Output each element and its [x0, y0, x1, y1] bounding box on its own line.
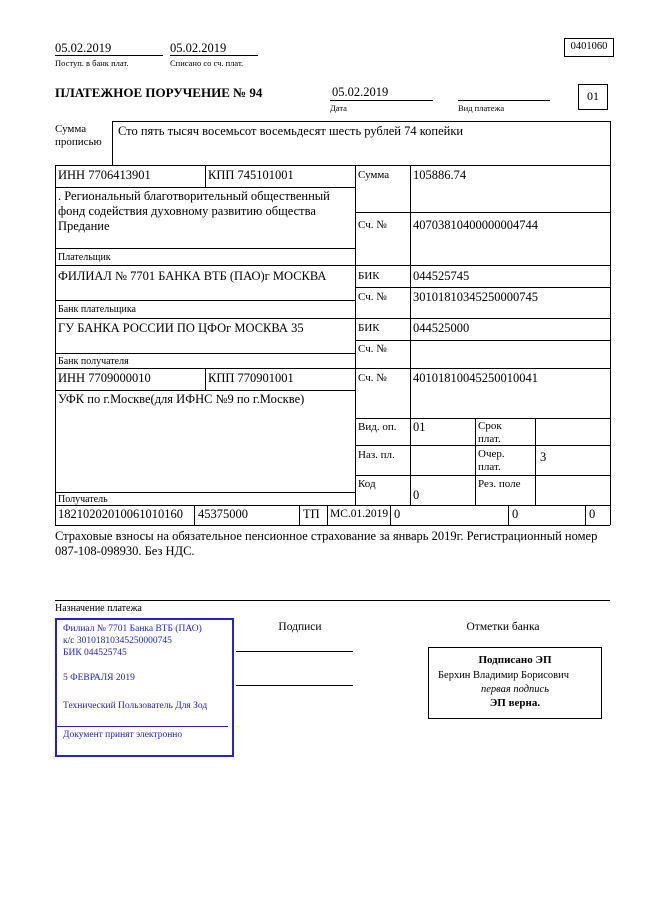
- form-code: 0401060: [570, 41, 608, 52]
- border-line: [327, 505, 328, 525]
- payer-inn: ИНН 7706413901: [58, 168, 151, 182]
- payee-name: УФК по г.Москве(для ИФНС №9 по г.Москве): [58, 392, 305, 406]
- payer-account: 40703810400000004744: [413, 218, 538, 232]
- border-line: [299, 505, 300, 525]
- bank-marks-header: Отметки банка: [466, 621, 540, 633]
- signature-note: первая подпись: [480, 684, 549, 695]
- border-line: [355, 340, 610, 341]
- border-line: [55, 187, 355, 188]
- border-line: [205, 368, 206, 390]
- stamp-status: Документ принят электронно: [63, 730, 183, 740]
- border-line: [112, 121, 113, 165]
- payee-account-label: Сч. №: [358, 372, 387, 384]
- border-line: [55, 165, 56, 525]
- code-value: 0: [413, 488, 420, 502]
- payer-account-label: Сч. №: [358, 219, 387, 231]
- payee-inn: ИНН 7709000010: [58, 371, 151, 385]
- border-line: [475, 418, 476, 505]
- border-line: [55, 505, 610, 506]
- payer-bank-account: 30101810345250000745: [413, 290, 538, 304]
- border-line: [55, 165, 610, 166]
- tax-oktmo: 45375000: [198, 507, 248, 521]
- payee-bank-name: ГУ БАНКА РОССИИ ПО ЦФОг МОСКВА 35: [58, 321, 304, 335]
- stamp-separator: [57, 726, 228, 727]
- code-label: Код: [358, 478, 376, 490]
- tax-doc-number: 0: [394, 507, 401, 521]
- status-code: 01: [587, 89, 599, 103]
- debited-label: Списано со сч. плат.: [170, 58, 244, 68]
- amount-words-value: Сто пять тысяч восемьсот восемьдесят шесть рублей 74 копейки: [118, 124, 464, 138]
- payment-kind-label: Вид платежа: [458, 103, 505, 113]
- border-line: [610, 121, 611, 525]
- border-line: [55, 265, 610, 266]
- payee-bank-bik: 044525000: [413, 321, 470, 335]
- border-line: [55, 248, 355, 249]
- form-code-box: [564, 38, 614, 57]
- border-line: [55, 492, 355, 493]
- signatures-header: Подписи: [278, 621, 322, 633]
- border-line: [410, 165, 411, 505]
- tax-doc-date: 0: [512, 507, 519, 521]
- payee-bank-section-label: Банк получателя: [58, 356, 129, 367]
- payee-bank-bik-label: БИК: [358, 322, 380, 334]
- border-line: [55, 525, 610, 526]
- border-line: [55, 353, 355, 354]
- border-line: [205, 165, 206, 187]
- stamp-corr-account: к/с 30101810345250000745: [63, 636, 172, 646]
- border-line: [458, 100, 550, 101]
- tax-period: МС.01.2019: [330, 508, 389, 520]
- stamp-operator: Технический Пользователь Для Зод: [63, 701, 208, 711]
- signature-line-2: [236, 685, 353, 686]
- payer-bank-bik: 044525745: [413, 269, 470, 283]
- border-line: [55, 318, 610, 319]
- border-line: [355, 287, 610, 288]
- priority-label: Очер. плат.: [478, 448, 505, 473]
- pay-purpose-label: Наз. пл.: [358, 449, 395, 461]
- stamp-bank-name: Филиал № 7701 Банка ВТБ (ПАО): [63, 624, 202, 634]
- border-line: [585, 505, 586, 525]
- op-kind-label: Вид. оп.: [358, 421, 397, 433]
- reserve-label: Рез. поле: [478, 478, 521, 490]
- border-line: [535, 418, 536, 505]
- priority-value: 3: [540, 450, 547, 464]
- border-line: [55, 600, 610, 601]
- tax-basis: ТП: [303, 507, 320, 521]
- payer-bank-name: ФИЛИАЛ № 7701 БАНКА ВТБ (ПАО)г МОСКВА: [58, 269, 327, 283]
- payer-name: . Региональный благотворительный общественный фонд содействия духовному развитию общества Предание: [58, 189, 330, 233]
- payee-account: 40101810045250010041: [413, 371, 538, 385]
- tax-type: 0: [589, 507, 596, 521]
- amount-words-label: Сумма прописью: [55, 123, 102, 148]
- signature-title: Подписано ЭП: [478, 654, 552, 666]
- border-line: [330, 100, 433, 101]
- stamp-date: 5 ФЕВРАЛЯ 2019: [63, 673, 135, 683]
- purpose-label: Назначение платежа: [55, 603, 142, 614]
- stamp-bik: БИК 044525745: [63, 648, 127, 658]
- op-kind-value: 01: [413, 420, 426, 434]
- debited-date: 05.02.2019: [170, 41, 227, 55]
- border-line: [55, 368, 610, 369]
- border-line: [194, 505, 195, 525]
- payer-bank-bik-label: БИК: [358, 270, 380, 282]
- signer-name: Берхин Владимир Борисович: [438, 670, 569, 681]
- signature-stamp-box: [428, 647, 602, 719]
- border-line: [112, 121, 610, 122]
- border-line: [355, 475, 610, 476]
- border-line: [508, 505, 509, 525]
- payee-bank-account-label: Сч. №: [358, 343, 387, 355]
- payer-bank-account-label: Сч. №: [358, 291, 387, 303]
- bank-stamp-box: [55, 618, 234, 757]
- doc-date-label: Дата: [330, 103, 347, 113]
- payee-kpp: КПП 770901001: [208, 371, 294, 385]
- payer-bank-section-label: Банк плательщика: [58, 304, 136, 315]
- amount-value: 105886.74: [413, 168, 467, 182]
- doc-title: ПЛАТЕЖНОЕ ПОРУЧЕНИЕ № 94: [55, 85, 263, 100]
- tax-kbk: 18210202010061010160: [58, 507, 183, 521]
- doc-date: 05.02.2019: [332, 85, 389, 99]
- signature-line-1: [236, 651, 353, 652]
- border-line: [390, 505, 391, 525]
- status-code-box: [578, 84, 608, 110]
- due-date-label: Срок плат.: [478, 420, 502, 445]
- amount-label: Сумма: [358, 169, 390, 181]
- border-line: [55, 300, 355, 301]
- signature-verdict: ЭП верна.: [489, 697, 541, 709]
- border-line: [355, 165, 356, 505]
- payer-kpp: КПП 745101001: [208, 168, 294, 182]
- payee-section-label: Получатель: [58, 494, 108, 505]
- border-line: [355, 212, 610, 213]
- received-date: 05.02.2019: [55, 41, 112, 55]
- received-label: Поступ. в банк плат.: [55, 58, 129, 68]
- border-line: [355, 418, 610, 419]
- payer-section-label: Плательщик: [58, 252, 111, 263]
- purpose-text: Страховые взносы на обязательное пенсионное страхование за январь 2019г. Регистрационный номер 087-108-098930. Без НДС.: [55, 529, 598, 558]
- border-line: [55, 390, 355, 391]
